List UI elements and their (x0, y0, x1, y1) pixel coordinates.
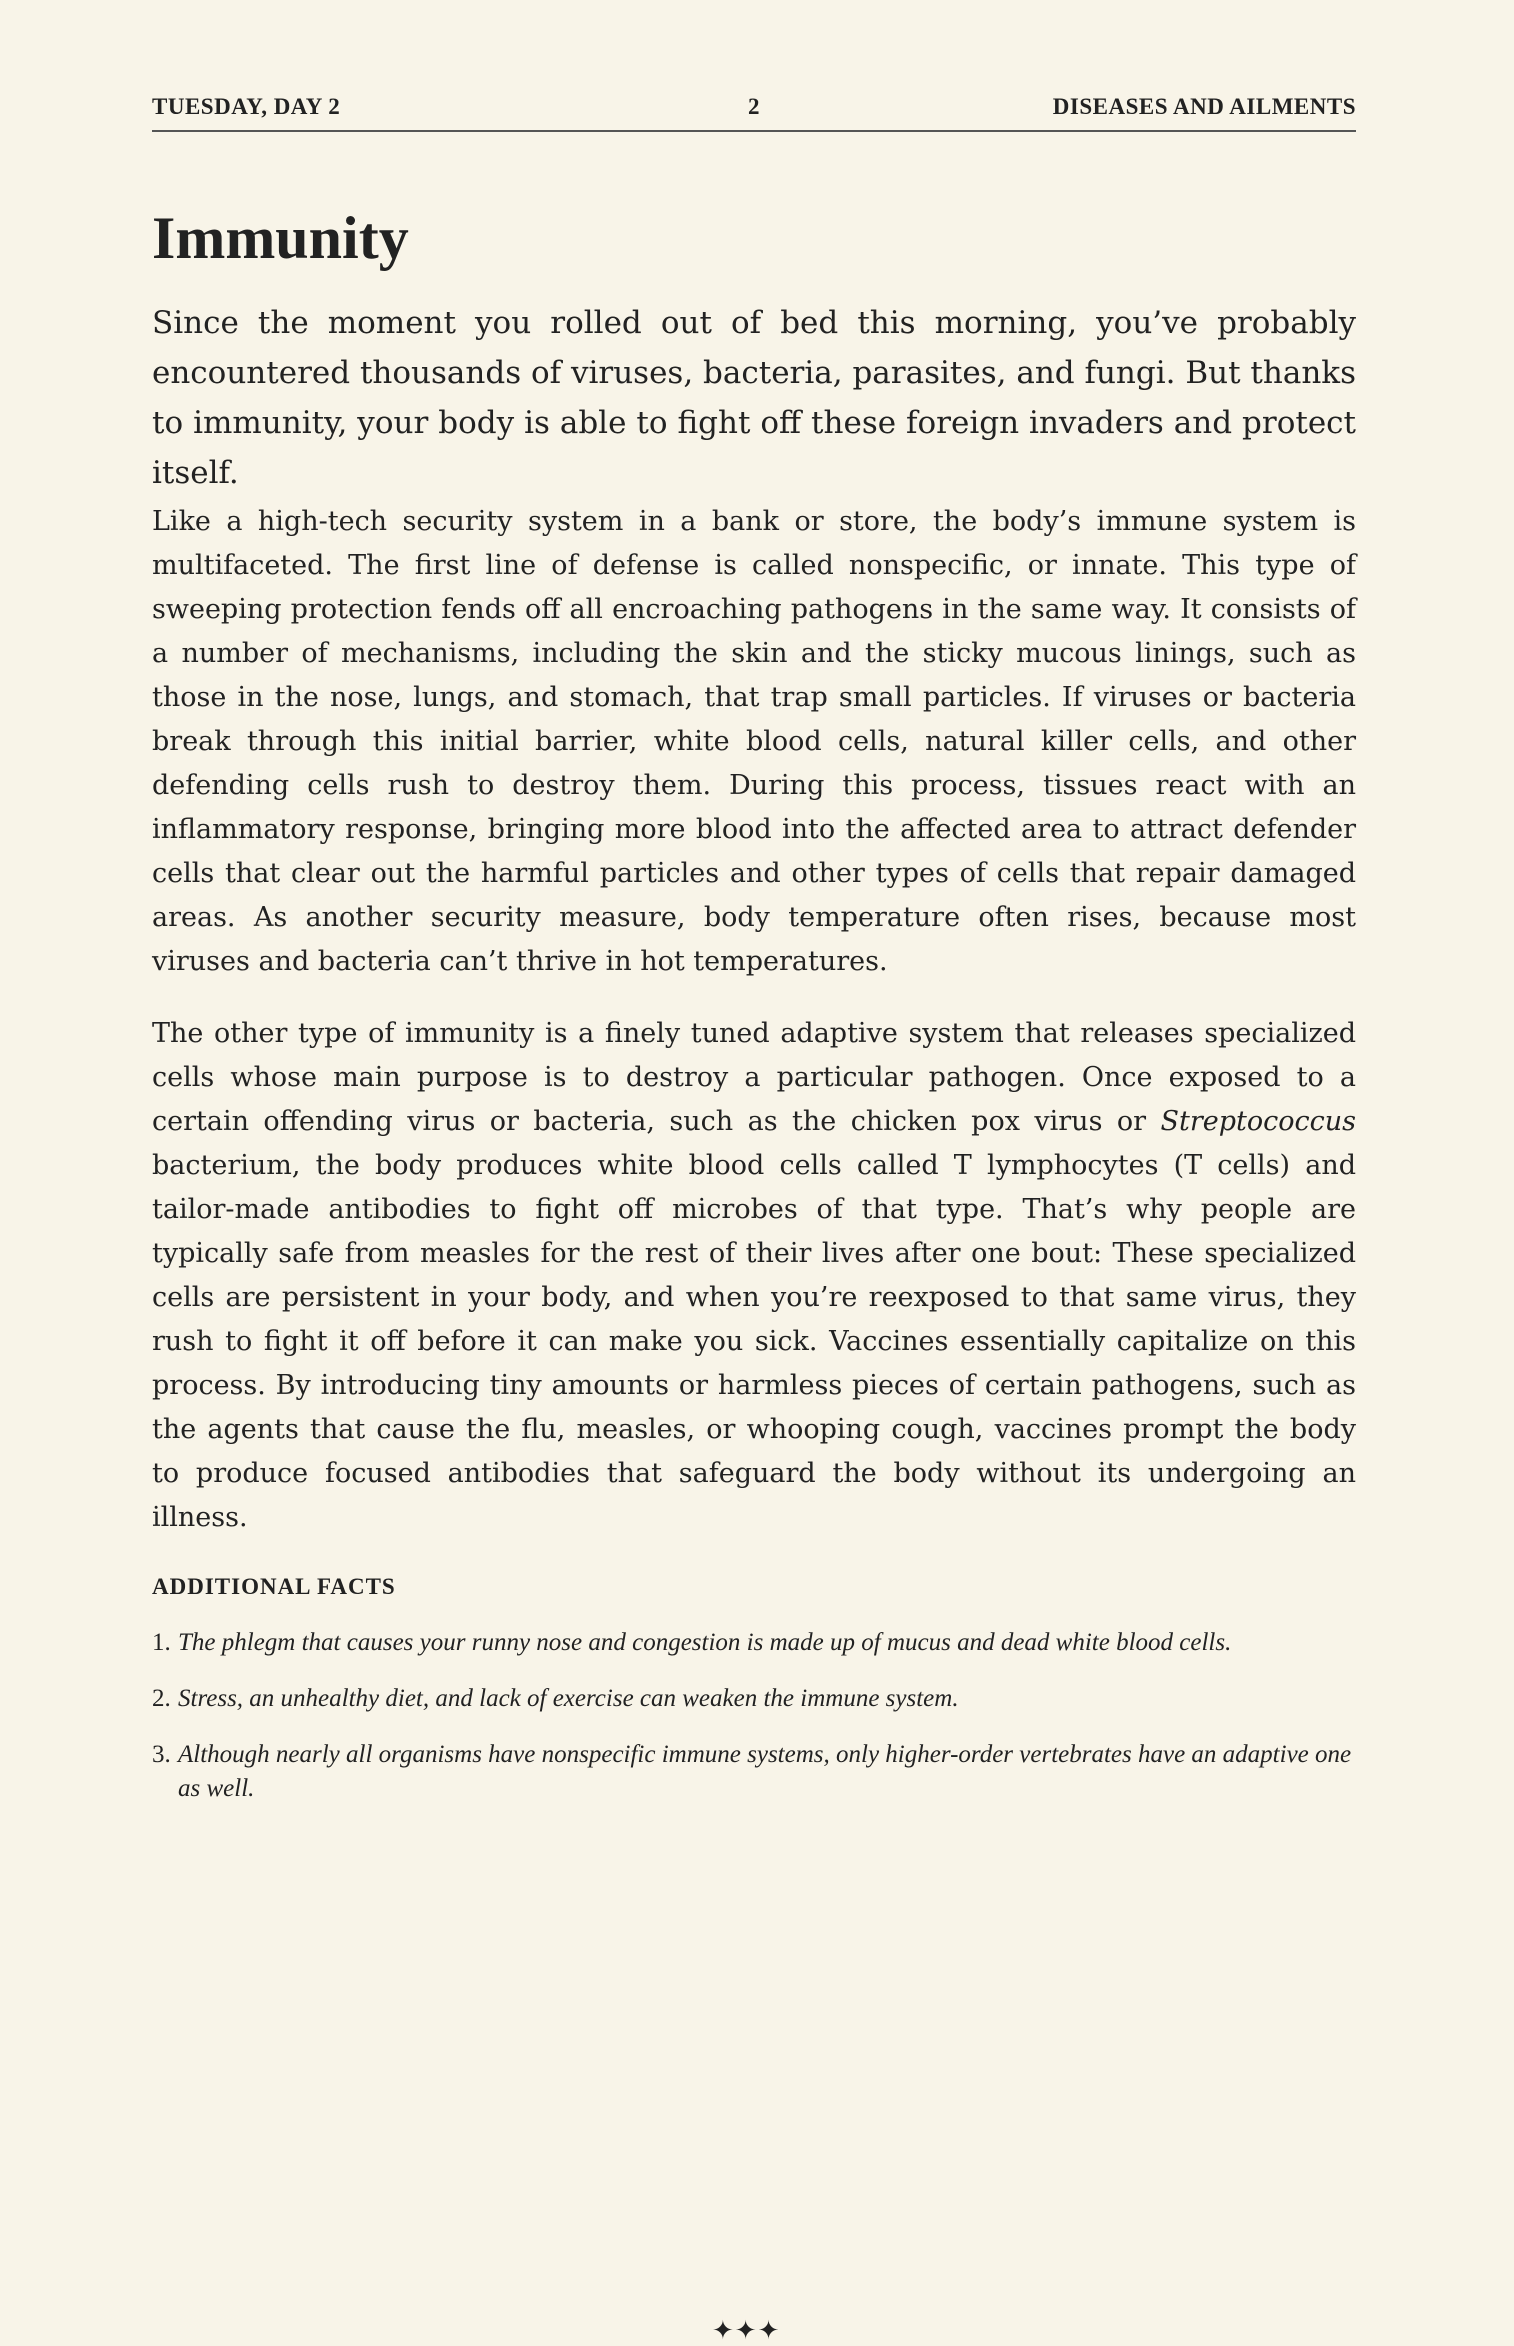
fact-number: 1. (152, 1629, 171, 1656)
paragraph-2-text-end: bacterium, the body produces white blood cells called T lymphocytes (T cells) and tailor-made antibodies to fight off microbes of that type. That’s why people are typically safe from measles for the rest of their lives after one bout: These specialized cells are persistent in your body, and when you’re reexposed to that same virus, they rush to fight it off before it can make you sick. Vaccines essentially capitalize on this process. By introducing tiny amounts or harmless pieces of certain pathogens, such as the agents that cause the flu, measles, or whooping cough, vaccines prompt the body to produce focused antibodies that safeguard the body without its undergoing an illness. (152, 1150, 1356, 1533)
paragraph-2-text-start: The other type of immunity is a finely tuned adaptive system that releases specialized cells whose main purpose is to destroy a particular pathogen. Once exposed to a certain offending virus or bacteria, such as the chicken pox virus or (152, 1018, 1356, 1137)
fact-item (152, 1682, 1356, 1716)
book-page (152, 0, 1356, 2345)
fact-text: Stress, an unhealthy diet, and lack of exercise can weaken the immune system. (178, 1685, 959, 1712)
page-number: 2 (748, 94, 760, 119)
additional-facts-heading: ADDITIONAL FACTS (152, 1574, 396, 1599)
fact-number: 2. (152, 1685, 171, 1712)
body-paragraph-2 (152, 1012, 1356, 1540)
lead-paragraph: Since the moment you rolled out of bed this morning, you’ve probably encountered thousands of viruses, bacteria, parasites, and fungi. But thanks to immunity, your body is able to fight off these foreign invaders and protect itself. (152, 305, 1356, 491)
body-paragraph-1: Like a high-tech security system in a bank or store, the body’s immune system is multifaceted. The first line of defense is called nonspecific, or innate. This type of sweeping protection fends off all encroaching pathogens in the same way. It consists of a number of mechanisms, including the skin and the sticky mucous linings, such as those in the nose, lungs, and stomach, that trap small particles. If viruses or bacteria break through this initial barrier, white blood cells, natural killer cells, and other defending cells rush to destroy them. During this process, tissues react with an inflammatory response, bringing more blood into the affected area to attract defender cells that clear out the harmful particles and other types of cells that repair damaged areas. As another security measure, body temperature often rises, because most viruses and bacteria can’t thrive in hot temperatures. (152, 506, 1356, 977)
fact-item (152, 1738, 1356, 1806)
section-end-ornament: ✦✦✦ (712, 2316, 781, 2346)
species-name-italic: Streptococcus (1160, 1106, 1356, 1137)
fact-number: 3. (152, 1741, 171, 1768)
article-title: Immunity (152, 205, 409, 271)
header-section-label: DISEASES AND AILMENTS (1052, 94, 1356, 119)
running-header (152, 94, 1356, 132)
header-day-label: TUESDAY, DAY 2 (152, 94, 341, 119)
additional-facts-list (152, 1626, 1356, 1828)
fact-text: Although nearly all organisms have nonspecific immune systems, only higher-order vertebrates have an adaptive one as well. (178, 1741, 1352, 1802)
fact-item (152, 1626, 1356, 1660)
fact-text: The phlegm that causes your runny nose and congestion is made up of mucus and dead white blood cells. (178, 1629, 1232, 1656)
